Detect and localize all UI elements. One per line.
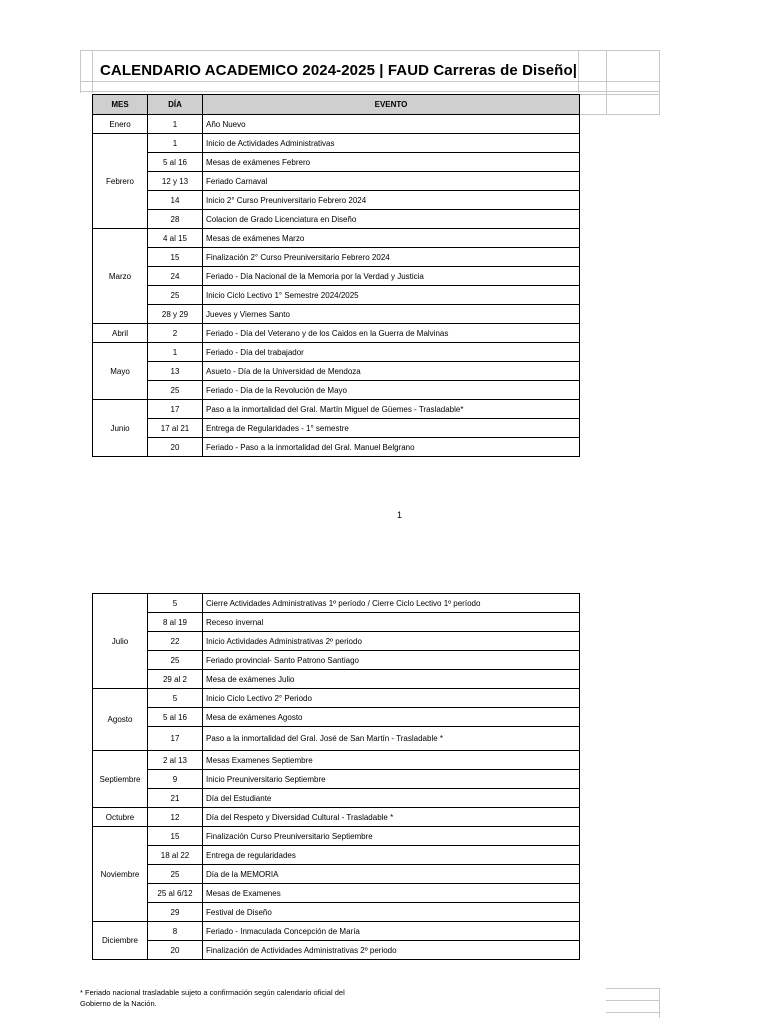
table-row <box>93 727 580 751</box>
event-cell: Feriado - Día del trabajador <box>203 343 580 362</box>
table-header-row <box>93 95 580 115</box>
day-cell: 25 <box>148 865 203 884</box>
table-row <box>93 419 580 438</box>
header-evento: EVENTO <box>203 95 580 115</box>
event-cell: Mesas de Examenes <box>203 884 580 903</box>
page-number: 1 <box>397 510 403 520</box>
month-cell: Febrero <box>93 134 148 229</box>
table-row <box>93 305 580 324</box>
table-row <box>93 827 580 846</box>
month-cell: Junio <box>93 400 148 457</box>
table-row <box>93 903 580 922</box>
day-cell: 8 al 19 <box>148 613 203 632</box>
table-row <box>93 438 580 457</box>
gridline <box>606 988 660 989</box>
day-cell: 5 al 16 <box>148 708 203 727</box>
day-cell: 29 al 2 <box>148 670 203 689</box>
table-row <box>93 153 580 172</box>
day-cell: 25 <box>148 651 203 670</box>
day-cell: 20 <box>148 941 203 960</box>
day-cell: 9 <box>148 770 203 789</box>
gridline <box>578 94 660 95</box>
day-cell: 1 <box>148 115 203 134</box>
event-cell: Finalización Curso Preuniversitario Septiembre <box>203 827 580 846</box>
event-cell: Inicio de Actividades Administrativas <box>203 134 580 153</box>
day-cell: 17 <box>148 400 203 419</box>
day-cell: 14 <box>148 191 203 210</box>
event-cell: Día del Respeto y Diversidad Cultural - Trasladable * <box>203 808 580 827</box>
table-row <box>93 922 580 941</box>
table-row <box>93 708 580 727</box>
day-cell: 28 y 29 <box>148 305 203 324</box>
day-cell: 21 <box>148 789 203 808</box>
table-row <box>93 362 580 381</box>
event-cell: Mesa de exámenes Agosto <box>203 708 580 727</box>
event-cell: Inicio Preuniversitario Septiembre <box>203 770 580 789</box>
day-cell: 29 <box>148 903 203 922</box>
gridline <box>578 50 579 93</box>
table-row <box>93 191 580 210</box>
month-cell: Agosto <box>93 689 148 751</box>
event-cell: Cierre Actividades Administrativas 1º período / Cierre Ciclo Lectivo 1º período <box>203 594 580 613</box>
month-cell: Enero <box>93 115 148 134</box>
day-cell: 17 al 21 <box>148 419 203 438</box>
event-cell: Inicio Ciclo Lectivo 1° Semestre 2024/2025 <box>203 286 580 305</box>
day-cell: 20 <box>148 438 203 457</box>
table-row <box>93 210 580 229</box>
day-cell: 13 <box>148 362 203 381</box>
table-row <box>93 267 580 286</box>
header-dia: DÍA <box>148 95 203 115</box>
event-cell: Día del Estudiante <box>203 789 580 808</box>
table-row <box>93 789 580 808</box>
day-cell: 5 al 16 <box>148 153 203 172</box>
event-cell: Finalización de Actividades Administrativas 2º periodo <box>203 941 580 960</box>
gridline <box>606 1000 660 1001</box>
event-cell: Entrega de regularidades <box>203 846 580 865</box>
footnote-line: Gobierno de la Nación. <box>80 999 157 1008</box>
table-row <box>93 286 580 305</box>
table-row <box>93 324 580 343</box>
gridline <box>80 91 660 92</box>
event-cell: Inicio Ciclo Lectivo 2° Periodo <box>203 689 580 708</box>
day-cell: 2 al 13 <box>148 751 203 770</box>
header-mes: MES <box>93 95 148 115</box>
event-cell: Año Nuevo <box>203 115 580 134</box>
day-cell: 8 <box>148 922 203 941</box>
day-cell: 28 <box>148 210 203 229</box>
event-cell: Feriado - Día de la Revolución de Mayo <box>203 381 580 400</box>
table-row <box>93 134 580 153</box>
day-cell: 1 <box>148 343 203 362</box>
event-cell: Feriado - Paso a la inmortalidad del Gral. Manuel Belgrano <box>203 438 580 457</box>
event-cell: Asueto - Día de la Universidad de Mendoza <box>203 362 580 381</box>
table-row <box>93 846 580 865</box>
table-row <box>93 172 580 191</box>
table-row <box>93 689 580 708</box>
calendar-table-second-semester <box>92 593 580 960</box>
event-cell: Mesas de exámenes Febrero <box>203 153 580 172</box>
day-cell: 15 <box>148 248 203 267</box>
gridline <box>80 50 81 93</box>
table-row <box>93 343 580 362</box>
month-cell: Julio <box>93 594 148 689</box>
day-cell: 5 <box>148 689 203 708</box>
table-row <box>93 248 580 267</box>
table-row <box>93 594 580 613</box>
table-row <box>93 613 580 632</box>
table-row <box>93 884 580 903</box>
table-row <box>93 381 580 400</box>
month-cell: Diciembre <box>93 922 148 960</box>
gridline <box>659 50 660 115</box>
gridline <box>606 50 607 115</box>
table-row <box>93 941 580 960</box>
event-cell: Jueves y Viernes Santo <box>203 305 580 324</box>
event-cell: Feriado Carnaval <box>203 172 580 191</box>
day-cell: 2 <box>148 324 203 343</box>
month-cell: Mayo <box>93 343 148 400</box>
event-cell: Colacion de Grado Licenciatura en Diseño <box>203 210 580 229</box>
day-cell: 24 <box>148 267 203 286</box>
month-cell: Abril <box>93 324 148 343</box>
day-cell: 15 <box>148 827 203 846</box>
event-cell: Paso a la inmortalidad del Gral. Martín Miguel de Güemes - Trasladable* <box>203 400 580 419</box>
event-cell: Festival de Diseño <box>203 903 580 922</box>
gridline <box>92 50 93 93</box>
day-cell: 25 al 6/12 <box>148 884 203 903</box>
table-row <box>93 632 580 651</box>
table-row <box>93 751 580 770</box>
table-row <box>93 651 580 670</box>
document-title: CALENDARIO ACADEMICO 2024-2025 | FAUD Carreras de Diseño| <box>100 62 577 79</box>
day-cell: 1 <box>148 134 203 153</box>
event-cell: Feriado - Día del Veterano y de los Caidos en la Guerra de Malvinas <box>203 324 580 343</box>
event-cell: Inicio Actividades Administrativas 2º periodo <box>203 632 580 651</box>
day-cell: 17 <box>148 727 203 751</box>
event-cell: Finalización 2° Curso Preuniversitario Febrero 2024 <box>203 248 580 267</box>
table-row <box>93 670 580 689</box>
table-row <box>93 808 580 827</box>
event-cell: Entrega de Regularidades - 1° semestre <box>203 419 580 438</box>
month-cell: Marzo <box>93 229 148 324</box>
table-row <box>93 770 580 789</box>
event-cell: Mesa de exámenes Julio <box>203 670 580 689</box>
month-cell: Septiembre <box>93 751 148 808</box>
event-cell: Feriado provincial- Santo Patrono Santiago <box>203 651 580 670</box>
day-cell: 25 <box>148 381 203 400</box>
day-cell: 25 <box>148 286 203 305</box>
day-cell: 22 <box>148 632 203 651</box>
gridline <box>659 988 660 1018</box>
event-cell: Feriado - Inmaculada Concepción de María <box>203 922 580 941</box>
event-cell: Día de la MEMORIA <box>203 865 580 884</box>
footnote <box>80 987 420 1009</box>
table-row <box>93 115 580 134</box>
day-cell: 12 y 13 <box>148 172 203 191</box>
calendar-table-first-semester <box>92 94 580 457</box>
table-row <box>93 400 580 419</box>
day-cell: 5 <box>148 594 203 613</box>
event-cell: Mesas de exámenes Marzo <box>203 229 580 248</box>
day-cell: 12 <box>148 808 203 827</box>
table-row <box>93 229 580 248</box>
month-cell: Octubre <box>93 808 148 827</box>
event-cell: Receso invernal <box>203 613 580 632</box>
gridline <box>578 114 660 115</box>
gridline <box>80 50 660 51</box>
table-row <box>93 865 580 884</box>
month-cell: Noviembre <box>93 827 148 922</box>
event-cell: Feriado - Día Nacional de la Memoria por la Verdad y Justicia <box>203 267 580 286</box>
event-cell: Paso a la inmortalidad del Gral. José de San Martín - Trasladable * <box>203 727 580 751</box>
day-cell: 18 al 22 <box>148 846 203 865</box>
footnote-line: * Feriado nacional trasladable sujeto a confirmación según calendario oficial del <box>80 988 345 997</box>
event-cell: Inicio 2° Curso Preuniversitario Febrero 2024 <box>203 191 580 210</box>
day-cell: 4 al 15 <box>148 229 203 248</box>
gridline <box>80 81 660 82</box>
event-cell: Mesas Examenes Septiembre <box>203 751 580 770</box>
gridline <box>606 1012 660 1013</box>
